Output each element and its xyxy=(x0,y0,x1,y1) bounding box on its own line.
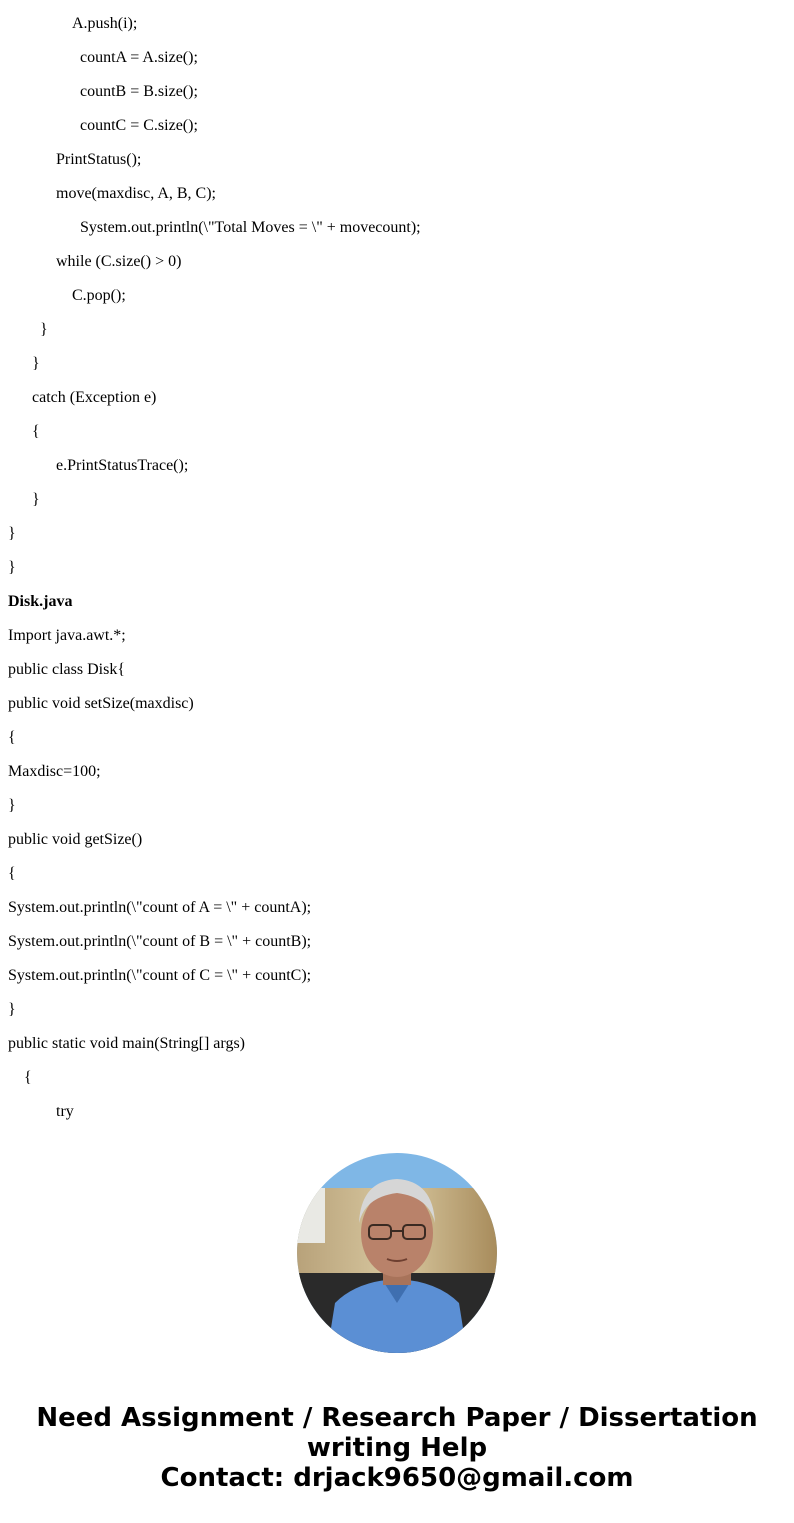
promo-footer xyxy=(0,1403,794,1493)
code-line: System.out.println(\"count of B = \" + countB); xyxy=(8,933,312,950)
file-heading: Disk.java xyxy=(8,593,73,610)
code-line: } xyxy=(40,321,48,338)
code-line: public static void main(String[] args) xyxy=(8,1035,245,1052)
code-line: public void setSize(maxdisc) xyxy=(8,695,194,712)
code-line: C.pop(); xyxy=(72,287,126,304)
code-line: while (C.size() > 0) xyxy=(56,253,182,270)
code-line: } xyxy=(8,559,16,576)
code-line: System.out.println(\"Total Moves = \" + movecount); xyxy=(80,219,421,236)
code-line: PrintStatus(); xyxy=(56,151,142,168)
code-line: Import java.awt.*; xyxy=(8,627,126,644)
author-photo xyxy=(297,1153,497,1353)
code-line: catch (Exception e) xyxy=(32,389,157,406)
code-line: } xyxy=(8,1001,16,1018)
code-line: } xyxy=(32,491,40,508)
code-line: Maxdisc=100; xyxy=(8,763,101,780)
code-line: A.push(i); xyxy=(72,15,138,32)
code-line: countB = B.size(); xyxy=(80,83,198,100)
code-line: System.out.println(\"count of A = \" + countA); xyxy=(8,899,312,916)
code-line: System.out.println(\"count of C = \" + countC); xyxy=(8,967,312,984)
person-portrait-icon xyxy=(297,1153,497,1353)
code-line: public void getSize() xyxy=(8,831,143,848)
code-line: } xyxy=(8,525,16,542)
code-line: } xyxy=(8,797,16,814)
code-line: move(maxdisc, A, B, C); xyxy=(56,185,216,202)
code-line: try xyxy=(56,1103,74,1120)
code-line: { xyxy=(32,423,40,440)
footer-line-2: writing Help xyxy=(306,1433,488,1463)
code-line: } xyxy=(32,355,40,372)
footer-contact: Contact: drjack9650@gmail.com xyxy=(160,1463,634,1493)
code-line: countC = C.size(); xyxy=(80,117,198,134)
code-line: e.PrintStatusTrace(); xyxy=(56,457,189,474)
code-line: { xyxy=(8,865,16,882)
code-line: { xyxy=(24,1069,32,1086)
footer-line-1: Need Assignment / Research Paper / Dissertation xyxy=(36,1403,758,1433)
code-line: countA = A.size(); xyxy=(80,49,198,66)
code-line: { xyxy=(8,729,16,746)
code-line: public class Disk{ xyxy=(8,661,125,678)
